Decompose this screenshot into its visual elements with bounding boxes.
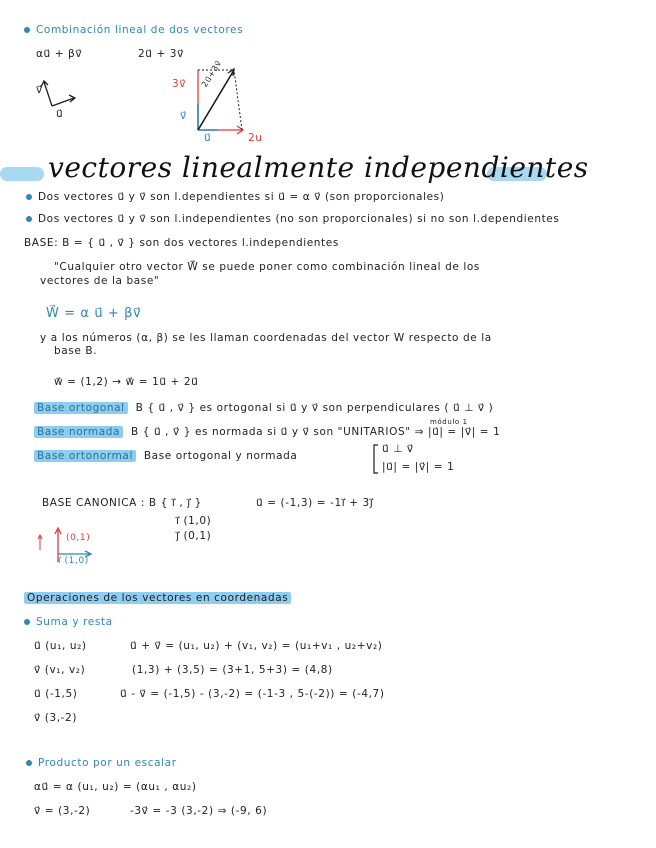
- label-2u: 2u: [248, 132, 263, 144]
- label-v2: v⃗: [180, 110, 187, 122]
- label-v: v⃗: [36, 84, 43, 96]
- label-base-ortonormal: Base ortonormal: [34, 450, 136, 462]
- ortonormal-cond-2: |u⃗| = |v⃗| = 1: [382, 461, 455, 473]
- bullet-icon: [24, 27, 30, 33]
- vector-diagram-sum: [180, 60, 270, 140]
- label-u2: u⃗: [204, 132, 212, 144]
- canonica-i: i⃗ (1,0): [176, 515, 212, 527]
- section-title-operaciones: Operaciones de los vectores en coordenadas: [24, 592, 291, 604]
- note-modulo: módulo 1: [430, 418, 468, 426]
- line-base-ortogonal: Base ortogonal B { u⃗ , v⃗ } es ortogonal si u⃗ y v⃗ son perpendiculares ( u⃗ ⊥ v⃗ ): [34, 402, 493, 414]
- ortonormal-cond-1: u⃗ ⊥ v⃗: [382, 443, 414, 455]
- line-combination: W⃗ = α u⃗ + βv⃗: [46, 306, 142, 321]
- line-quote-2: vectores de la base": [40, 275, 160, 287]
- label-base-ortogonal: Base ortogonal: [34, 402, 128, 414]
- op-row3-a: u⃗ (-1,5): [34, 688, 78, 700]
- label-diagonal: 2u⃗+3v⃗: [200, 58, 224, 89]
- op-row2-a: v⃗ (v₁, v₂): [34, 664, 86, 676]
- subtitle-suma-resta: Suma y resta: [24, 616, 113, 628]
- line-base-normada: Base normada B { u⃗ , v⃗ } es normada si u⃗ y v⃗ son "UNITARIOS" ⇒ |u⃗| = |v⃗| = 1: [34, 426, 500, 438]
- line-example-w: w⃗ = (1,2) → w⃗ = 1u⃗ + 2u⃗: [54, 376, 199, 388]
- line-independientes: Dos vectores u⃗ y v⃗ son l.independientes (no son proporcionales) si no son l.dependientes: [26, 213, 559, 225]
- line-base-canonica: BASE CANONICA : B { i⃗ , j⃗ }: [42, 497, 202, 509]
- label-base-normada: Base normada: [34, 426, 123, 438]
- bullet-icon: [26, 760, 32, 766]
- line-dependientes: Dos vectores u⃗ y v⃗ son l.dependientes si u⃗ = α v⃗ (son proporcionales): [26, 191, 444, 203]
- title-bar-left: [0, 167, 44, 181]
- bracket-icon: [372, 444, 380, 474]
- bullet-icon: [26, 216, 32, 222]
- prod-row2-b: -3v⃗ = -3 (3,-2) ⇒ (-9, 6): [130, 805, 268, 817]
- line-quote-1: "Cualquier otro vector W⃗ se puede poner como combinación lineal de los: [54, 261, 480, 273]
- prod-row2-a: v⃗ = (3,-2): [34, 805, 91, 817]
- op-row1-b: u⃗ + v⃗ = (u₁, u₂) + (v₁, v₂) = (u₁+v₁ , u₂+v₂): [130, 640, 383, 652]
- line-coordenadas-2: base B.: [54, 345, 98, 357]
- diagram-label-j: (0,1): [66, 533, 91, 543]
- expr-alpha-beta: αu⃗ + βv⃗: [36, 48, 83, 60]
- op-row2-b: (1,3) + (3,5) = (3+1, 5+3) = (4,8): [132, 664, 333, 676]
- canonica-j: j⃗ (0,1): [176, 530, 212, 542]
- op-row1-a: u⃗ (u₁, u₂): [34, 640, 87, 652]
- line-coordenadas-1: y a los números (α, β) se les llaman coordenadas del vector W respecto de la: [40, 332, 492, 344]
- section-title-combinacion: Combinación lineal de dos vectores: [24, 24, 243, 36]
- bullet-icon: [24, 619, 30, 625]
- op-row4-a: v⃗ (3,-2): [34, 712, 78, 724]
- line-canonica-example: u⃗ = (-1,3) = -1i⃗ + 3j⃗: [256, 497, 374, 509]
- prod-row1: αu⃗ = α (u₁, u₂) = (αu₁ , αu₂): [34, 781, 197, 793]
- bullet-icon: [26, 194, 32, 200]
- line-base: BASE: B = { u⃗ , v⃗ } son dos vectores l.independientes: [24, 237, 339, 249]
- subtitle-producto: Producto por un escalar: [26, 757, 177, 769]
- label-u: u⃗: [56, 108, 64, 120]
- line-base-ortonormal: Base ortonormal Base ortogonal y normada: [34, 450, 297, 462]
- expr-2u-3v: 2u⃗ + 3v⃗: [138, 48, 184, 60]
- diagram-label-i: i⃗ (1,0): [58, 556, 89, 566]
- label-3v: 3v⃗: [172, 78, 187, 90]
- op-row3-b: u⃗ - v⃗ = (-1,5) - (3,-2) = (-1-3 , 5-(-2)) = (-4,7): [120, 688, 385, 700]
- page-title: vectores linealmente independientes: [48, 151, 589, 184]
